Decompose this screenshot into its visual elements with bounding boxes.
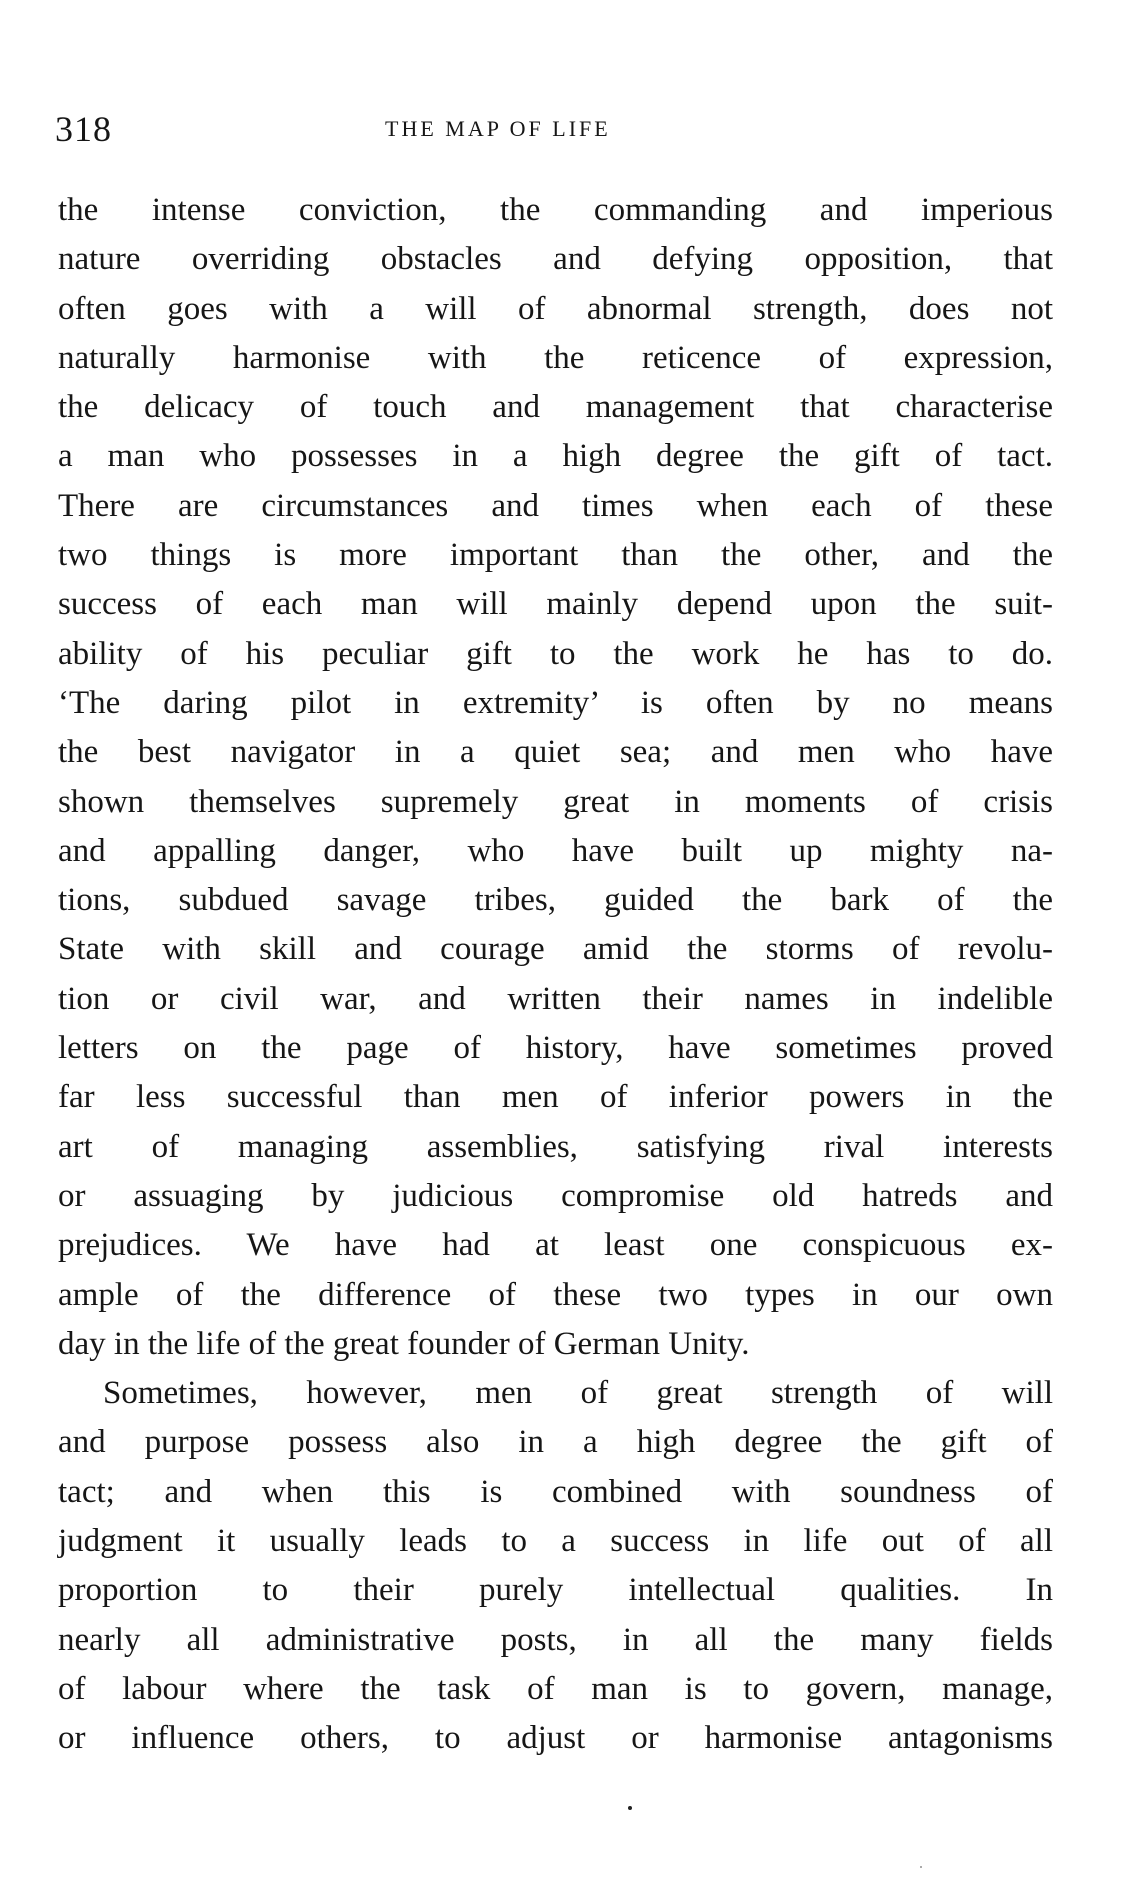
text-line: the best navigator in a quiet sea; and men who have (58, 734, 1053, 771)
text-line: There are circumstances and times when each of these (58, 487, 1053, 524)
text-line: and purpose possess also in a high degree the gift of (58, 1424, 1053, 1461)
text-line: judgment it usually leads to a success in life out of all (58, 1523, 1053, 1560)
text-line: success of each man will mainly depend upon the suit- (58, 586, 1053, 623)
ink-speck (920, 1866, 922, 1868)
running-title: THE MAP OF LIFE (385, 116, 611, 141)
text-line: and appalling danger, who have built up mighty na- (58, 832, 1053, 869)
text-line: the delicacy of touch and management that characterise (58, 389, 1053, 426)
text-line: tion or civil war, and written their names in indelible (58, 980, 1053, 1017)
text-line: ample of the difference of these two types in our own (58, 1276, 1053, 1313)
paragraph-1 (58, 186, 1053, 1369)
text-line: far less successful than men of inferior powers in the (58, 1079, 1053, 1116)
paragraph-2 (58, 1369, 1053, 1763)
text-line: nature overriding obstacles and defying opposition, that (58, 241, 1053, 278)
text-line: tact; and when this is combined with soundness of (58, 1473, 1053, 1510)
text-line: ability of his peculiar gift to the work he has to do. (58, 635, 1053, 672)
text-line: a man who possesses in a high degree the gift of tact. (58, 438, 1053, 475)
body-text (58, 186, 1053, 1764)
text-line: letters on the page of history, have sometimes proved (58, 1030, 1053, 1067)
text-line: prejudices. We have had at least one conspicuous ex- (58, 1227, 1053, 1264)
text-line: of labour where the task of man is to govern, manage, (58, 1670, 1053, 1707)
text-line: often goes with a will of abnormal strength, does not (58, 290, 1053, 327)
text-line: or influence others, to adjust or harmonise antagonisms (58, 1720, 1053, 1757)
running-head (55, 108, 1045, 158)
text-line: two things is more important than the other, and the (58, 537, 1053, 574)
text-line: proportion to their purely intellectual qualities. In (58, 1572, 1053, 1609)
text-line: day in the life of the great founder of German Unity. (58, 1325, 750, 1362)
ink-speck (628, 1806, 632, 1810)
text-line: State with skill and courage amid the storms of revolu- (58, 931, 1053, 968)
text-line: or assuaging by judicious compromise old hatreds and (58, 1177, 1053, 1214)
text-line: tions, subdued savage tribes, guided the bark of the (58, 882, 1053, 919)
page-number: 318 (55, 109, 112, 149)
text-line: naturally harmonise with the reticence of expression, (58, 339, 1053, 376)
text-line: ‘The daring pilot in extremity’ is often by no means (58, 684, 1053, 721)
text-line: art of managing assemblies, satisfying rival interests (58, 1128, 1053, 1165)
text-line: Sometimes, however, men of great strength of will (103, 1375, 1053, 1412)
text-line: shown themselves supremely great in moments of crisis (58, 783, 1053, 820)
text-line: the intense conviction, the commanding and imperious (58, 192, 1053, 228)
text-line: nearly all administrative posts, in all the many fields (58, 1621, 1053, 1658)
